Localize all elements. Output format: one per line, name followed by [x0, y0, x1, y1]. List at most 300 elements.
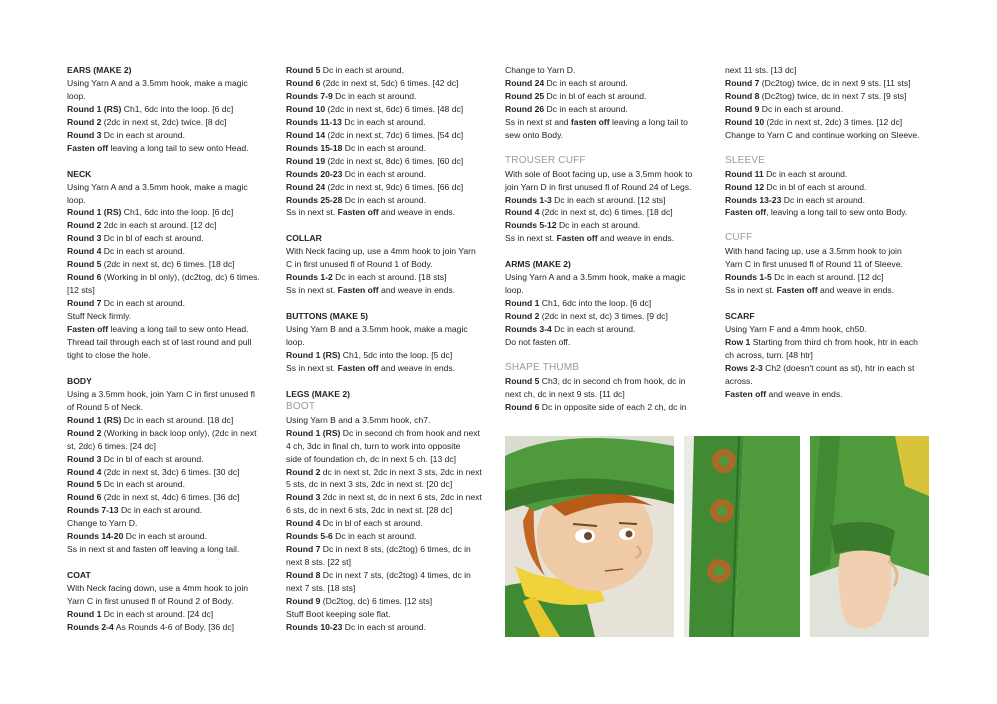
pattern-line: [286, 556, 482, 569]
instruction-text: Dc in bl of each st around.: [544, 90, 647, 101]
instruction-text: Dc in each st around.: [332, 531, 417, 542]
round-label: Rounds 1-3: [505, 194, 552, 205]
round-label: Rounds 2-4: [67, 621, 114, 632]
pattern-line: [67, 401, 260, 414]
pattern-section: [286, 310, 482, 375]
instruction-text: Dc in bl of each st around.: [101, 233, 204, 244]
pattern-line: [286, 414, 482, 427]
instruction-text: Dc in each st around.: [341, 116, 426, 127]
pattern-line: [67, 258, 260, 271]
instruction-text: (2dc in next st, 6dc) 6 times. [48 dc]: [325, 103, 464, 114]
instruction-text: sew onto Body.: [505, 129, 564, 140]
bold-term: Fasten off: [556, 233, 598, 244]
pattern-section: [725, 64, 920, 142]
pattern-line: [505, 323, 692, 336]
instruction-text: Ch1, 6dc into the loop. [6 dc]: [121, 103, 234, 114]
pattern-line: [505, 103, 692, 116]
instruction-text: Stuff Boot keeping sole flat.: [286, 608, 391, 619]
pattern-line: [725, 258, 920, 271]
instruction-text: next ch, dc in next 9 sts. [11 dc]: [505, 388, 625, 399]
section-heading: SCARF: [725, 311, 755, 322]
pattern-section: [286, 64, 482, 219]
instruction-text: Using Yarn B and a 3.5mm hook, make a magic: [286, 324, 468, 335]
pattern-line: [286, 245, 482, 258]
instruction-text: (2dc in next st, dc) 3 times. [9 dc]: [539, 311, 668, 322]
text-column-2: [286, 64, 482, 634]
instruction-text: (2dc in next st, dc) 6 times. [18 dc]: [539, 207, 673, 218]
pattern-line: [505, 77, 692, 90]
instruction-text: 6 sts, dc in next 6 sts, 2dc in next st. [28 dc]: [286, 505, 453, 516]
pattern-line: [505, 336, 692, 349]
pattern-line: [67, 284, 260, 297]
pattern-line: [505, 401, 692, 414]
round-label: Round 7: [286, 544, 321, 555]
instruction-text: With Neck facing up, use a 4mm hook to join Yarn: [286, 246, 476, 257]
instruction-text: and weave in ends.: [766, 388, 843, 399]
subsection-heading: TROUSER CUFF: [505, 154, 586, 166]
pattern-line: [67, 621, 260, 634]
text-column-3: [505, 64, 692, 414]
round-label: Round 6: [67, 492, 102, 503]
instruction-text: dc in next st, 2dc in next 3 sts, 2dc in next: [320, 466, 482, 477]
pattern-line: [67, 349, 260, 362]
pattern-line: [505, 206, 692, 219]
instruction-text: st, 2dc) 6 times. [24 dc]: [67, 440, 156, 451]
pattern-section: [67, 569, 260, 634]
pattern-line: [286, 466, 482, 479]
pattern-line: [286, 491, 482, 504]
section-heading: COAT: [67, 570, 91, 581]
pattern-line: [505, 297, 692, 310]
round-label: Round 1: [67, 608, 102, 619]
instruction-text: side of foundation ch, dc in next 5 ch. [13 dc]: [286, 453, 457, 464]
round-label: Round 3: [286, 492, 321, 503]
instruction-text: leaving a long tail to sew onto Head.: [108, 324, 249, 335]
pattern-line: [725, 323, 920, 336]
instruction-text: (2dc in next st, 9dc) 6 times. [66 dc]: [325, 181, 464, 192]
instruction-text: Do not fasten off.: [505, 336, 571, 347]
instruction-text: Dc in each st around. [18 sts]: [332, 272, 447, 283]
round-label: Round 14: [286, 129, 326, 140]
instruction-text: 5 sts, dc in next 3 sts, 2dc in next st. [20 dc]: [286, 479, 453, 490]
instruction-text: With Neck facing down, use a 4mm hook to join: [67, 583, 249, 594]
pattern-line: [286, 504, 482, 517]
instruction-text: Change to Yarn D.: [505, 65, 576, 75]
round-label: Round 24: [286, 181, 326, 192]
bold-term: Fasten off: [337, 362, 379, 373]
pattern-line: [67, 517, 260, 530]
round-label: Round 1 (RS): [286, 427, 341, 438]
pattern-line: [67, 129, 260, 142]
round-label: Rounds 3-4: [505, 324, 552, 335]
pattern-line: [67, 194, 260, 207]
round-label: Round 8: [286, 570, 321, 581]
pattern-line: [286, 543, 482, 556]
instruction-text: Dc in bl of each st around.: [764, 181, 867, 192]
instruction-text: Ss in next st and fasten off leaving a long tail to: [505, 116, 688, 127]
instruction-text: Dc in next 8 sts, (dc2tog) 6 times, dc in: [320, 544, 471, 555]
round-label: Round 4: [67, 246, 102, 257]
instruction-text: Dc in second ch from hook and next: [340, 427, 480, 438]
pattern-section: [67, 375, 260, 556]
instruction-text: Using a 3.5mm hook, join Yarn C in first unused fl: [67, 388, 255, 399]
pattern-line: [286, 608, 482, 621]
instruction-text: (Dc2tog, dc) 6 times. [12 sts]: [320, 596, 433, 607]
instruction-text: loop.: [67, 194, 86, 205]
instruction-text: ch across, turn. [48 htr]: [725, 349, 813, 360]
pattern-line: [67, 543, 260, 556]
instruction-text: Dc in each st around.: [556, 220, 641, 231]
photo-strip: [505, 436, 929, 637]
instruction-text: Ss in next st. Fasten off and weave in ends.: [286, 285, 456, 296]
round-label: Round 4: [286, 518, 321, 529]
instruction-text: C in first unused fl of Round 1 of Body.: [286, 259, 433, 270]
round-label: Row 1: [725, 336, 751, 347]
round-label: Fasten off: [67, 324, 109, 335]
pattern-line: [505, 310, 692, 323]
section-heading: EARS (MAKE 2): [67, 65, 132, 75]
instruction-text: (2dc in next st, 7dc) 6 times. [54 dc]: [325, 129, 464, 140]
pattern-line: [67, 414, 260, 427]
instruction-text: Dc in bl of each st around.: [101, 453, 204, 464]
instruction-text: Change to Yarn C and continue working on Sleeve.: [725, 129, 920, 140]
subsection-heading: BOOT: [286, 400, 316, 412]
instruction-text: loop.: [67, 90, 86, 101]
round-label: Round 5: [67, 259, 102, 270]
pattern-line: [725, 206, 920, 219]
section-heading: BODY: [67, 375, 92, 386]
round-label: Round 1 (RS): [67, 207, 122, 218]
instruction-text: Dc in each st around.: [118, 505, 203, 516]
round-label: Round 9: [286, 596, 321, 607]
instruction-text: Dc in each st around.: [763, 168, 848, 179]
pattern-line: [725, 77, 920, 90]
subsection-heading: CUFF: [725, 232, 753, 244]
round-label: Round 5: [505, 375, 540, 386]
round-label: Round 2: [505, 311, 540, 322]
instruction-text: leaving a long tail to sew onto Head.: [108, 142, 249, 153]
instruction-text: With sole of Boot facing up, use a 3.5mm hook to: [505, 168, 693, 179]
pattern-line: [286, 90, 482, 103]
pattern-line: [67, 142, 260, 155]
pattern-line: [505, 271, 692, 284]
round-label: Round 10: [286, 103, 326, 114]
round-label: Rounds 5-12: [505, 220, 557, 231]
pattern-line: [725, 245, 920, 258]
section-heading: NECK: [67, 168, 92, 179]
pattern-line: [725, 64, 920, 77]
pattern-line: [286, 336, 482, 349]
pattern-line: [67, 595, 260, 608]
pattern-line: [286, 530, 482, 543]
round-label: Round 3: [67, 129, 102, 140]
pattern-line: [286, 349, 482, 362]
instruction-text: 2dc in next st, dc in next 6 sts, 2dc in next: [320, 492, 482, 503]
round-label: Round 6: [67, 272, 102, 283]
pattern-line: [286, 194, 482, 207]
subsection-heading: SLEEVE: [725, 154, 766, 166]
pattern-line: [286, 206, 482, 219]
instruction-text: Dc in opposite side of each 2 ch, dc in: [539, 401, 687, 412]
instruction-text: Dc in each st around.: [544, 103, 628, 114]
round-label: Round 5: [67, 479, 102, 490]
instruction-text: Ss in next st. Fasten off and weave in ends.: [286, 362, 456, 373]
pattern-line: [67, 427, 260, 440]
pattern-line: [725, 375, 920, 388]
instruction-text: Dc in each st around.: [544, 77, 628, 88]
pattern-section: [67, 168, 260, 362]
instruction-text: Using Yarn A and a 3.5mm hook, make a magic: [67, 77, 248, 88]
round-label: Rounds 1-2: [286, 272, 333, 283]
pattern-line: [505, 168, 692, 181]
instruction-text: across.: [725, 375, 753, 386]
round-label: Round 7: [67, 298, 102, 309]
section-heading: COLLAR: [286, 233, 322, 244]
round-label: Round 26: [505, 103, 545, 114]
pattern-line: [286, 427, 482, 440]
round-label: Round 2: [67, 427, 102, 438]
section-heading: BUTTONS (MAKE 5): [286, 311, 368, 322]
instruction-text: Dc in each st around.: [101, 298, 185, 309]
instruction-text: Ch2 (doesn't count as st), htr in each st: [762, 362, 915, 373]
section-heading: LEGS (MAKE 2): [286, 388, 350, 399]
pattern-section: [505, 362, 692, 414]
round-label: Round 4: [67, 466, 102, 477]
text-column-4: [725, 64, 920, 401]
pattern-line: [505, 219, 692, 232]
pattern-section: [505, 64, 692, 142]
pattern-line: [67, 466, 260, 479]
pattern-line: [286, 595, 482, 608]
pattern-line: [505, 388, 692, 401]
pattern-section: [67, 64, 260, 155]
pattern-line: [725, 168, 920, 181]
pattern-line: [286, 323, 482, 336]
pattern-line: [67, 245, 260, 258]
round-label: Fasten off: [67, 142, 109, 153]
coat-buttons-photo: [684, 436, 800, 637]
round-label: Rows 2-3: [725, 362, 763, 373]
pattern-line: [67, 297, 260, 310]
instruction-text: (Dc2tog) twice, dc in next 9 sts. [11 sts]: [759, 77, 911, 88]
round-label: Fasten off: [725, 207, 767, 218]
instruction-text: Dc in each st around.: [101, 479, 185, 490]
round-label: Round 4: [505, 207, 540, 218]
instruction-text: Starting from third ch from hook, htr in each: [750, 336, 918, 347]
round-label: Round 2: [67, 220, 102, 231]
instruction-text: Using Yarn A and a 3.5mm hook, make a magic: [505, 272, 686, 283]
round-label: Rounds 15-18: [286, 142, 343, 153]
instruction-text: (Working in back loop only), (2dc in next: [101, 427, 257, 438]
pattern-line: [67, 103, 260, 116]
round-label: Round 11: [725, 168, 764, 179]
round-label: Round 8: [725, 90, 760, 101]
pattern-line: [505, 232, 692, 245]
pattern-line: [67, 491, 260, 504]
instruction-text: Ss in next st. Fasten off and weave in ends.: [505, 233, 675, 244]
pattern-line: [67, 608, 260, 621]
instruction-text: Dc in each st around.: [342, 194, 426, 205]
pattern-line: [286, 181, 482, 194]
round-label: Round 1 (RS): [286, 349, 341, 360]
pattern-line: [67, 181, 260, 194]
pattern-line: [286, 116, 482, 129]
pattern-line: [286, 155, 482, 168]
round-label: Round 3: [67, 233, 102, 244]
round-label: Round 10: [725, 116, 765, 127]
hand-cuff-photo: [810, 436, 929, 637]
round-label: Rounds 13-23: [725, 194, 782, 205]
instruction-text: Ch1, 5dc into the loop. [5 dc]: [340, 349, 453, 360]
instruction-text: Ss in next st and fasten off leaving a long tail.: [67, 544, 240, 555]
pattern-line: [286, 103, 482, 116]
instruction-text: of Round 5 of Neck.: [67, 401, 143, 412]
instruction-text: Dc in each st around.: [551, 324, 636, 335]
text-column-1: [67, 64, 260, 634]
bold-term: Fasten off: [337, 285, 379, 296]
instruction-text: [12 sts]: [67, 285, 95, 296]
pattern-section: [286, 388, 482, 634]
instruction-text: Dc in each st around. [24 dc]: [101, 608, 214, 619]
pattern-line: [286, 440, 482, 453]
round-label: Round 7: [725, 77, 760, 88]
pattern-line: [725, 388, 920, 401]
bold-term: Fasten off: [776, 285, 818, 296]
pattern-line: [286, 569, 482, 582]
instruction-text: tight to close the hole.: [67, 349, 151, 360]
round-label: Round 12: [725, 181, 765, 192]
instruction-text: Yarn C in first unused fl of Round 11 of Sleeve.: [725, 259, 903, 270]
instruction-text: Dc in each st around.: [781, 194, 865, 205]
doll-face-photo: [505, 436, 674, 637]
pattern-line: [67, 77, 260, 90]
pattern-line: [725, 271, 920, 284]
round-label: Round 2: [286, 466, 321, 477]
pattern-line: [286, 517, 482, 530]
instruction-text: (Dc2tog) twice, dc in next 7 sts. [9 sts]: [759, 90, 907, 101]
round-label: Round 1 (RS): [67, 414, 122, 425]
instruction-text: , leaving a long tail to sew onto Body.: [766, 207, 908, 218]
instruction-text: Thread tail through each st of last round and pull: [67, 337, 252, 347]
instruction-text: Change to Yarn D.: [67, 518, 138, 529]
instruction-text: Ss in next st. Fasten off and weave in ends.: [725, 285, 895, 296]
instruction-text: Dc in bl of each st around.: [320, 518, 423, 529]
pattern-line: [286, 478, 482, 491]
bold-term: fasten off: [570, 116, 610, 127]
pattern-line: [67, 530, 260, 543]
pattern-line: [67, 582, 260, 595]
pattern-line: [67, 504, 260, 517]
instruction-text: Ch1, 6dc into the loop. [6 dc]: [539, 298, 652, 309]
pattern-line: [725, 181, 920, 194]
pattern-line: [286, 77, 482, 90]
pattern-line: [67, 388, 260, 401]
section-heading: ARMS (MAKE 2): [505, 259, 571, 270]
pattern-line: [286, 453, 482, 466]
instruction-text: Ss in next st. Fasten off and weave in ends.: [286, 207, 456, 218]
pattern-section: [505, 258, 692, 349]
instruction-text: 2dc in each st around. [12 dc]: [101, 220, 217, 231]
instruction-text: Using Yarn F and a 4mm hook, ch50.: [725, 324, 867, 335]
instruction-text: As Rounds 4-6 of Body. [36 dc]: [113, 621, 235, 632]
pattern-line: [286, 168, 482, 181]
instruction-text: (2dc in next st, 4dc) 6 times. [36 dc]: [101, 492, 240, 503]
pattern-line: [725, 362, 920, 375]
round-label: Round 1: [505, 298, 540, 309]
round-label: Rounds 10-23: [286, 621, 343, 632]
pattern-line: [67, 232, 260, 245]
pattern-line: [505, 375, 692, 388]
instruction-text: loop.: [505, 285, 524, 296]
instruction-text: With hand facing up, use a 3.5mm hook to join: [725, 246, 902, 257]
pattern-line: [286, 271, 482, 284]
instruction-text: Dc in each st around.: [759, 103, 843, 114]
pattern-section: [725, 310, 920, 401]
pattern-line: [67, 336, 260, 349]
pattern-line: [67, 323, 260, 336]
subsection-heading: SHAPE THUMB: [505, 361, 580, 373]
instruction-text: Dc in each st around.: [342, 621, 426, 632]
instruction-text: loop.: [286, 336, 305, 347]
round-label: Rounds 14-20: [67, 531, 124, 542]
pattern-line: [67, 310, 260, 323]
round-label: Fasten off: [725, 388, 767, 399]
pattern-line: [67, 478, 260, 491]
round-label: Round 3: [67, 453, 102, 464]
instruction-text: (2dc in next st, 3dc) 6 times. [30 dc]: [101, 466, 240, 477]
pattern-section: [286, 232, 482, 297]
round-label: Rounds 7-13: [67, 505, 119, 516]
pattern-line: [505, 284, 692, 297]
instruction-text: Dc in each st around. [18 dc]: [121, 414, 234, 425]
pattern-line: [286, 64, 482, 77]
pattern-line: [67, 90, 260, 103]
pattern-line: [725, 349, 920, 362]
instruction-text: Dc in each st around.: [123, 531, 207, 542]
pattern-line: [67, 219, 260, 232]
pattern-line: [286, 621, 482, 634]
pattern-line: [67, 206, 260, 219]
instruction-text: Yarn C in first unused fl of Round 2 of Body.: [67, 596, 234, 607]
round-label: Rounds 11-13: [286, 116, 342, 127]
round-label: Round 5: [286, 65, 321, 75]
instruction-text: next 7 sts. [18 sts]: [286, 583, 356, 594]
round-label: Round 2: [67, 116, 102, 127]
instruction-text: next 11 sts. [13 dc]: [725, 65, 797, 75]
round-label: Rounds 1-5: [725, 272, 772, 283]
instruction-text: 4 ch, 3dc in final ch, turn to work into opposite: [286, 440, 461, 451]
pattern-line: [286, 284, 482, 297]
instruction-text: Dc in each st around.: [101, 129, 185, 140]
instruction-text: Dc in each st around.: [342, 168, 426, 179]
pattern-line: [67, 116, 260, 129]
instruction-text: Stuff Neck firmly.: [67, 311, 132, 322]
instruction-text: join Yarn D in first unused fl of Round 24 of Legs.: [505, 181, 692, 192]
bold-term: Fasten off: [337, 207, 379, 218]
pattern-line: [505, 181, 692, 194]
pattern-line: [67, 440, 260, 453]
pattern-line: [286, 142, 482, 155]
instruction-text: Ch3, dc in second ch from hook, dc in: [539, 375, 686, 386]
round-label: Round 24: [505, 77, 545, 88]
pattern-line: [725, 336, 920, 349]
pattern-line: [505, 64, 692, 77]
instruction-text: Dc in each st around. [12 dc]: [771, 272, 884, 283]
instruction-text: Dc in each st around.: [101, 246, 185, 257]
pattern-line: [725, 284, 920, 297]
pattern-section: [505, 155, 692, 246]
instruction-text: (2dc in next st, 8dc) 6 times. [60 dc]: [325, 155, 464, 166]
